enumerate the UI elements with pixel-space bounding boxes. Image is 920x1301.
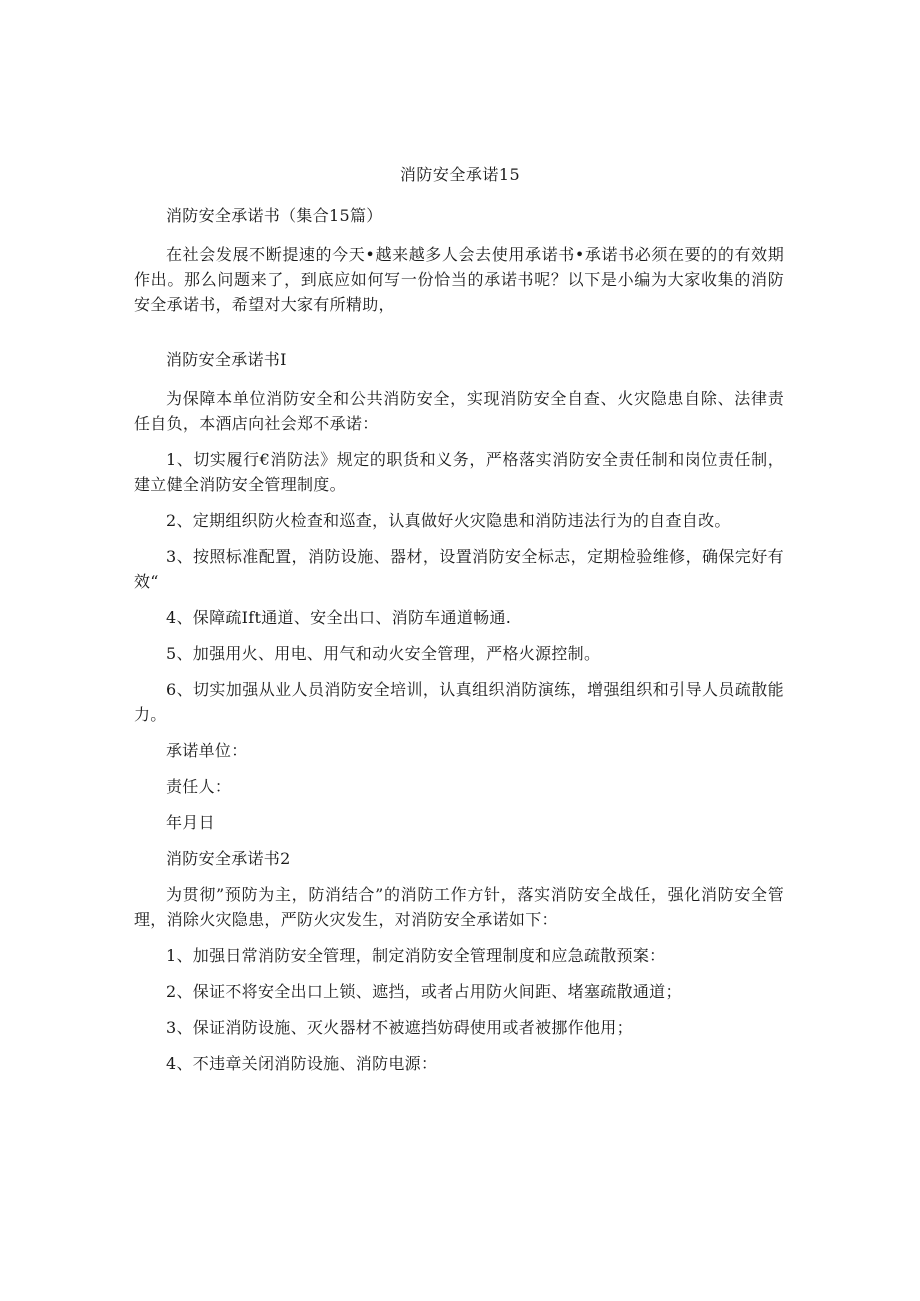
section-heading: 消防安全承诺书I xyxy=(166,350,287,369)
document-title: 消防安全承诺15 xyxy=(399,165,521,184)
subtitle-paragraph: 消防安全承诺书（集合15篇） xyxy=(166,206,383,225)
list-item: 2、定期组织防火检查和巡查，认真做好火灾隐患和消防违法行为的自查自改。 xyxy=(166,511,731,530)
body-paragraph: 为保障本单位消防安全和公共消防安全，实现消防安全自查、火灾隐患自除、法律责任自负，本酒店向社会郑不承诺： xyxy=(134,389,784,433)
list-item: 1、切实履行€消防法》规定的职货和义务，严格落实消防安全责任制和岗位责任制，建立健全消防安全管理制度。 xyxy=(134,450,784,494)
list-item: 6、切实加强从业人员消防安全培训，认真组织消防演练，增强组织和引导人员疏散能力。 xyxy=(134,680,784,724)
list-item: 4、不违章关闭消防设施、消防电源： xyxy=(166,1054,438,1073)
signature-date: 年月日 xyxy=(166,813,215,832)
list-item: 1、加强日常消防安全管理，制定消防安全管理制度和应急疏散预案： xyxy=(166,946,666,965)
signature-person: 责任人： xyxy=(166,777,232,796)
list-item: 3、保证消防设施、灭火器材不被遮挡妨碍使用或者被挪作他用； xyxy=(166,1018,633,1037)
intro-paragraph: 在社会发展不断提速的今天•越来越多人会去使用承诺书•承诺书必须在要的的有效期作出。那么问题来了，到底应如何写一份恰当的承诺书呢？以下是小编为大家收集的消防安全承诺书，希望对大家有所精助， xyxy=(134,245,784,314)
list-item: 5、加强用火、用电、用气和动火安全管理，严格火源控制。 xyxy=(166,644,601,663)
list-item: 3、按照标准配置，消防设施、器材，设置消防安全标志，定期检验维修，确保完好有效“ xyxy=(134,547,784,591)
signature-unit: 承诺单位： xyxy=(166,741,248,760)
section-heading: 消防安全承诺书2 xyxy=(166,849,291,868)
body-paragraph: 为贯彻”预防为主，防消结合”的消防工作方针，落实消防安全战任，强化消防安全管理，消除火灾隐患，严防火灾发生，对消防安全承诺如下： xyxy=(134,885,784,929)
list-item: 2、保证不将安全出口上锁、遮挡，或者占用防火间距、堵塞疏散通道； xyxy=(166,982,682,1001)
document-body xyxy=(134,203,784,1087)
list-item: 4、保障疏Ift通道、安全出口、消防车通道畅通. xyxy=(166,608,512,627)
